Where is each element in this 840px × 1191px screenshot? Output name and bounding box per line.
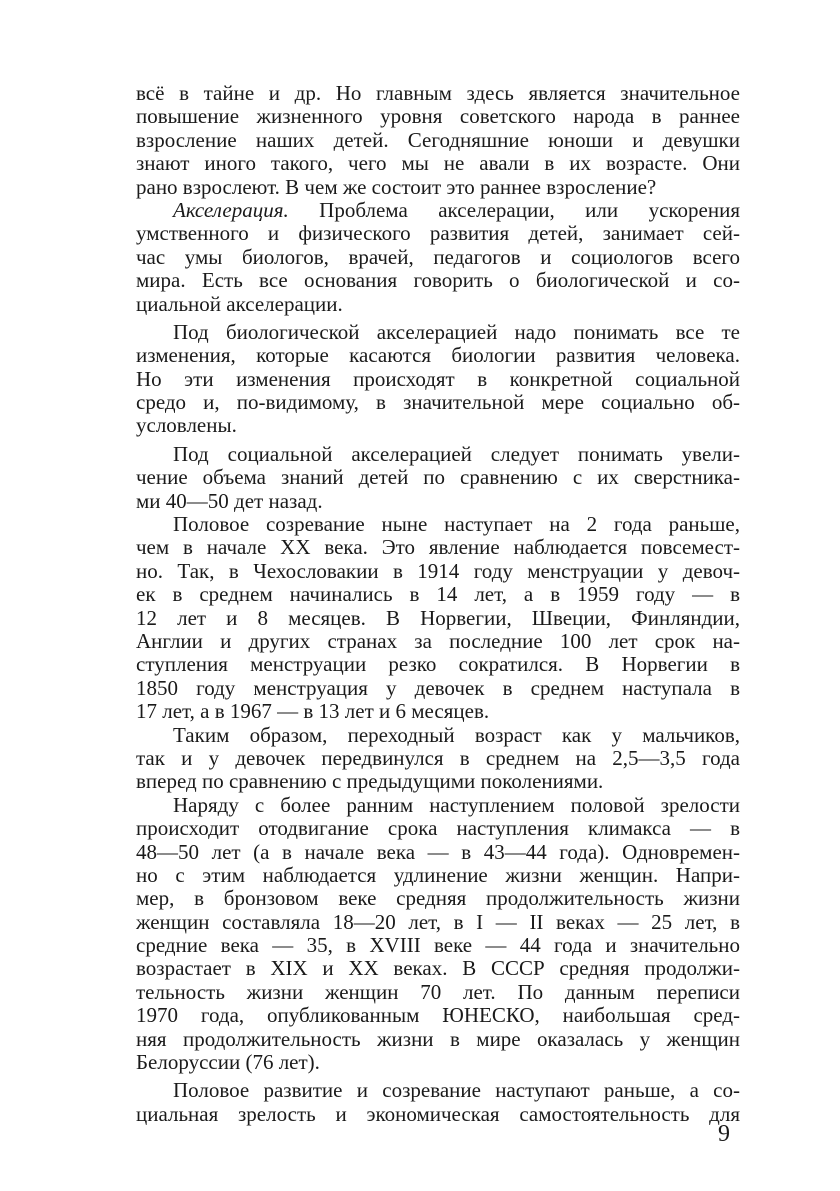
body-text: [136, 82, 740, 1126]
text-line: изменения, которые касаются биологии развития человека.: [136, 343, 740, 368]
text-line: Половое созревание ныне наступает на 2 года раньше,: [173, 512, 740, 537]
text-line: чем в начале XX века. Это явление наблюдается повсемест-: [136, 535, 740, 560]
text-line: Наряду с более ранним наступлением половой зрелости: [173, 792, 740, 817]
text-line: мер, в бронзовом веке средняя продолжительность жизни: [136, 886, 740, 911]
text-line: 1970 года, опубликованным ЮНЕСКО, наибольшая сред-: [136, 1003, 740, 1028]
text-line: знают иного такого, чего мы не авали в их возрасте. Они: [136, 151, 740, 176]
text-line: циальная зрелость и экономическая самостоятельность для: [136, 1101, 740, 1126]
text-line: мира. Есть все основания говорить о биологической и со-: [136, 268, 740, 293]
text-line: Акселерация. Проблема акселерации, или ускорения: [173, 197, 740, 222]
text-line: Но эти изменения происходят в конкретной социальной: [136, 366, 740, 391]
text-line: Под биологической акселерацией надо понимать все те: [173, 319, 740, 344]
text-line: тельность жизни женщин 70 лет. По данным переписи: [136, 979, 740, 1004]
text-line: Таким образом, переходный возраст как у мальчиков,: [173, 722, 740, 747]
text-line: возрастает в XIX и XX веках. В СССР средняя продолжи-: [136, 956, 740, 981]
text-line: Под социальной акселерацией следует понимать увели-: [173, 441, 740, 466]
text-line: но с этим наблюдается удлинение жизни женщин. Напри-: [136, 862, 740, 887]
text-line: 48—50 лет (а в начале века — в 43—44 года). Одновремен-: [136, 839, 740, 864]
text-line: условлены.: [136, 413, 237, 438]
text-line: вперед по сравнению с предыдущими поколениями.: [136, 769, 604, 794]
text-line: няя продолжительность жизни в мире оказалась у женщин: [136, 1026, 740, 1051]
text-line: циальной акселерации.: [136, 291, 343, 316]
text-line: ми 40—50 дет назад.: [136, 488, 323, 513]
text-line: чение объема знаний детей по сравнению с их сверстника-: [136, 465, 740, 490]
text-line: Половое развитие и созревание наступают раньше, а со-: [173, 1078, 740, 1103]
page-number: 9: [718, 1121, 730, 1147]
text-line: Англии и других странах за последние 100 лет срок на-: [136, 628, 740, 653]
text-line: всё в тайне и др. Но главным здесь является значительное: [136, 81, 740, 105]
text-line: рано взрослеют. В чем же состоит это раннее взросление?: [136, 174, 657, 199]
text-line: ступления менструации резко сократился. В Норвегии в: [136, 652, 740, 677]
text-line: 12 лет и 8 месяцев. В Норвегии, Швеции, Финляндии,: [136, 605, 740, 630]
text-line: Белоруссии (76 лет).: [136, 1050, 320, 1075]
text-line: средо и, по-видимому, в значительной мере социально об-: [136, 390, 740, 415]
text-line: происходит отодвигание срока наступления климакса — в: [136, 816, 740, 841]
text-line: но. Так, в Чехословакии в 1914 году менструации у девоч-: [136, 558, 740, 583]
text-line: повышение жизненного уровня советского народа в раннее: [136, 104, 740, 129]
text-line: так и у девочек передвинулся в среднем на 2,5—3,5 года: [136, 745, 740, 770]
text-line: час умы биологов, врачей, педагогов и социологов всего: [136, 244, 740, 269]
text-line: женщин составляла 18—20 лет, в I — II веках — 25 лет, в: [136, 909, 740, 934]
text-line: 1850 году менструация у девочек в среднем наступала в: [136, 675, 740, 700]
text-line: 17 лет, а в 1967 — в 13 лет и 6 месяцев.: [136, 699, 490, 724]
text-line: умственного и физического развития детей, занимает сей-: [136, 221, 740, 246]
text-line: взросление наших детей. Сегодняшние юноши и девушки: [136, 127, 740, 152]
text-line: ек в среднем начинались в 14 лет, а в 1959 году — в: [136, 582, 740, 607]
italic-heading: Акселерация.: [173, 197, 289, 222]
text-line: средние века — 35, в XVIII веке — 44 года и значительно: [136, 933, 740, 958]
